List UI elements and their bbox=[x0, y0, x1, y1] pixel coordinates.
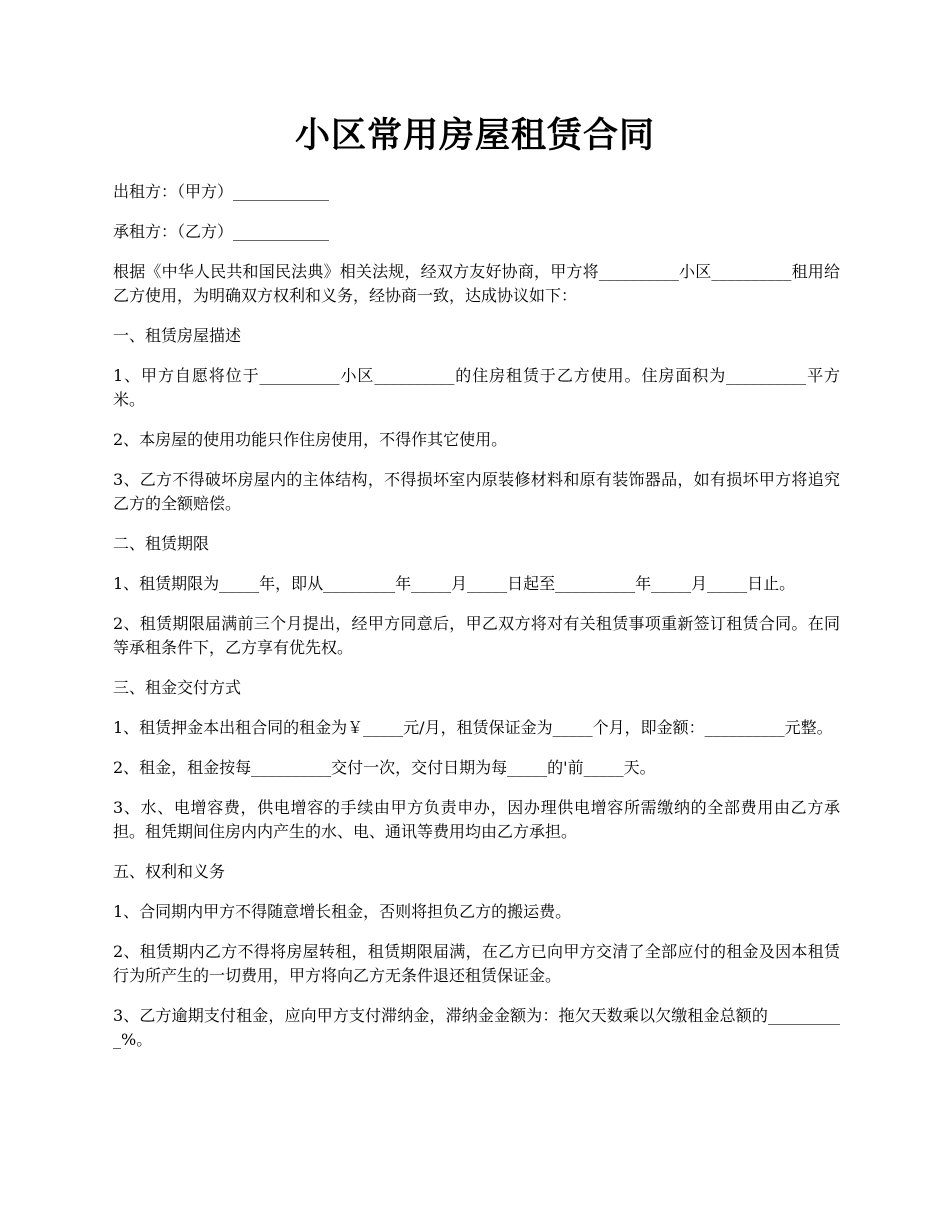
preamble-paragraph: 根据《中华人民共和国民法典》相关法规，经双方友好协商，甲方将__________小区__________租用给乙方使用，为明确双方权利和义务，经协商一致，达成协议如下： bbox=[113, 262, 840, 305]
clause-paragraph: 2、租赁期内乙方不得将房屋转租，租赁期限届满，在乙方已向甲方交清了全部应付的租金及因本租赁行为所产生的一切费用，甲方将向乙方无条件退还租赁保证金。 bbox=[113, 942, 840, 985]
section-heading-rights: 五、权利和义务 bbox=[113, 862, 226, 881]
clause-paragraph: 2、租金，租金按每__________交付一次，交付日期为每_____的'前_____天。 bbox=[113, 758, 656, 777]
document-title: 小区常用房屋租赁合同 bbox=[294, 115, 655, 156]
clause-paragraph: 2、本房屋的使用功能只作住房使用，不得作其它使用。 bbox=[113, 430, 508, 449]
clause-paragraph: 2、租赁期限届满前三个月提出，经甲方同意后，甲乙双方将对有关租赁事项重新签订租赁合同。在同等承租条件下，乙方享有优先权。 bbox=[113, 614, 840, 657]
clause-paragraph: 1、合同期内甲方不得随意增长租金，否则将担负乙方的搬运费。 bbox=[113, 902, 572, 921]
document-body bbox=[113, 180, 840, 1068]
clause-paragraph: 1、租赁押金本出租合同的租金为￥_____元/月，租赁保证金为_____个月，即金额：__________元整。 bbox=[113, 718, 833, 737]
clause-paragraph: 1、租赁期限为_____年，即从_________年_____月_____日起至__________年_____月_____日止。 bbox=[113, 574, 796, 593]
clause-paragraph: 3、水、电增容费，供电增容的手续由甲方负责申办，因办理供电增容所需缴纳的全部费用由乙方承担。租凭期间住房内内产生的水、电、通讯等费用均由乙方承担。 bbox=[113, 798, 840, 841]
section-heading-property: 一、租赁房屋描述 bbox=[113, 326, 242, 345]
lessee-line: 承租方：（乙方）____________ bbox=[113, 222, 330, 241]
clause-paragraph: 3、乙方不得破坏房屋内的主体结构，不得损坏室内原装修材料和原有装饰器品，如有损坏甲方将追究乙方的全额赔偿。 bbox=[113, 470, 840, 513]
clause-paragraph: 3、乙方逾期支付租金，应向甲方支付滞纳金，滞纳金金额为：拖欠天数乘以欠缴租金总额的__________%。 bbox=[113, 1006, 840, 1049]
section-heading-term: 二、租赁期限 bbox=[113, 534, 210, 553]
section-heading-rent: 三、租金交付方式 bbox=[113, 678, 242, 697]
clause-paragraph: 1、甲方自愿将位于__________小区__________的住房租赁于乙方使用。住房面积为__________平方米。 bbox=[113, 366, 840, 409]
lessor-line: 出租方：（甲方）____________ bbox=[113, 182, 330, 201]
